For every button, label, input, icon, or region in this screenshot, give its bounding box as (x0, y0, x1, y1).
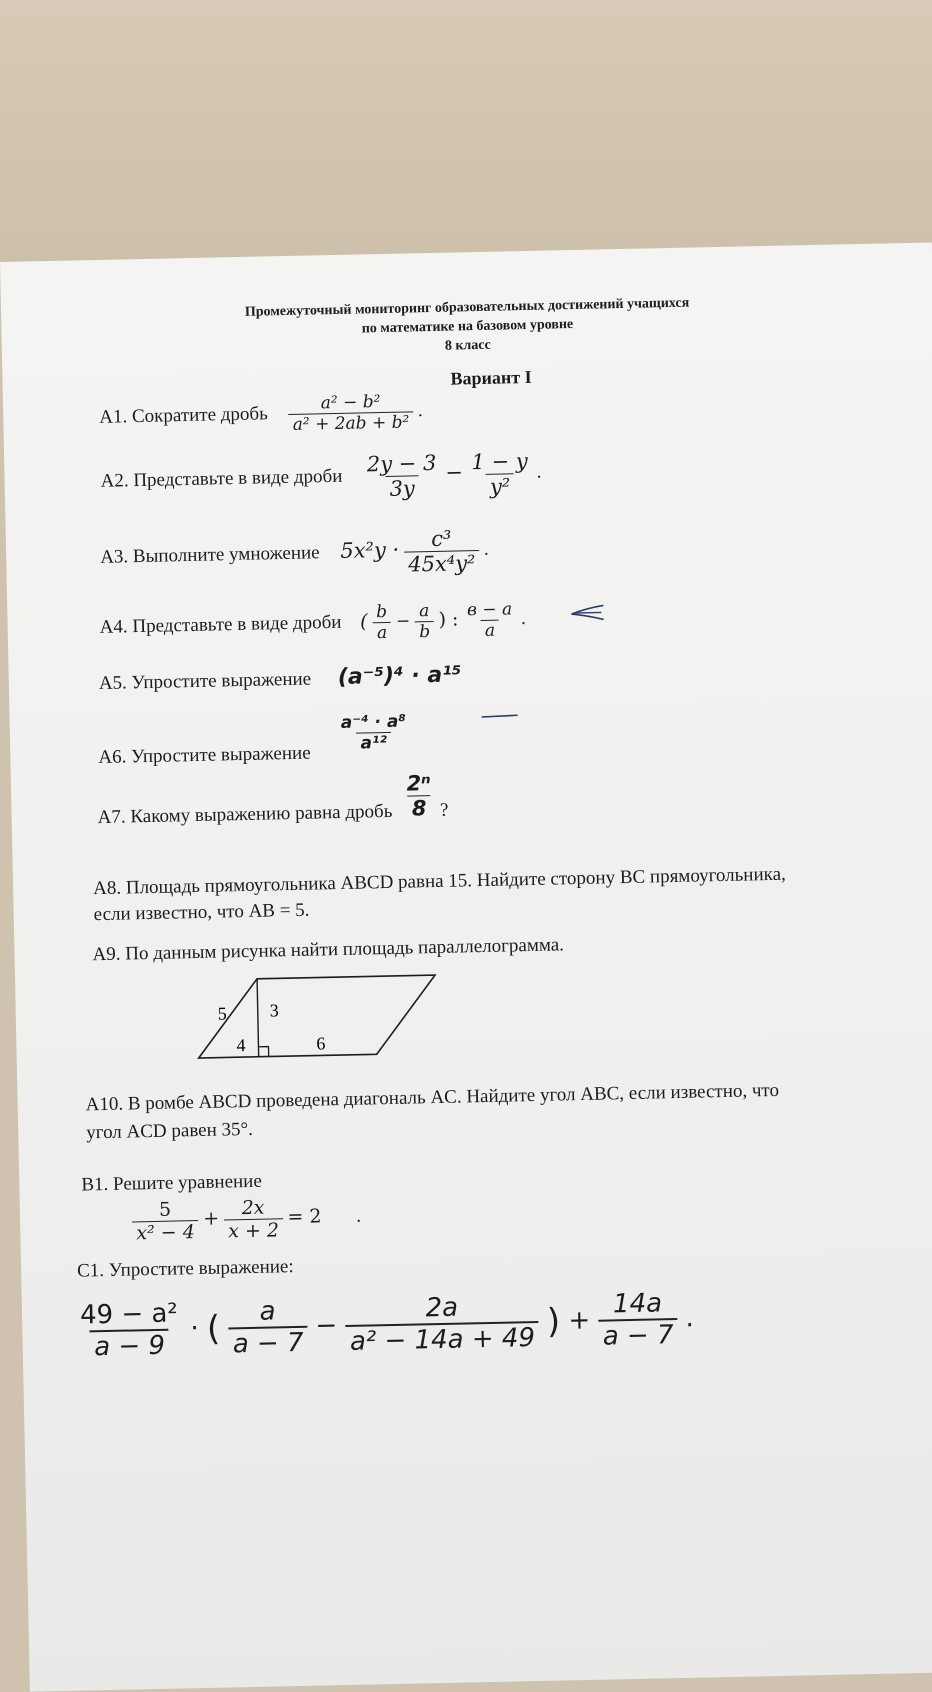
task-a2-fraction-1: $\frac{2y - 3}{3y}$ (366, 450, 437, 501)
task-a3-label: А3. Выполните умножение (99, 542, 320, 568)
task-a2-fraction-2: $\frac{1 - y}{\text{y²}}$ (471, 448, 528, 499)
task-a8-line2: если известно, что AB = 5. (93, 899, 310, 926)
task-a7: А7. Какому выражению равна дробь $\frac{\text{2ⁿ}}{8}$ ? (97, 771, 449, 828)
task-a4-fraction-1: $\frac{b}{a}$ (372, 602, 392, 643)
header-grade: 8 класс (444, 337, 491, 354)
task-a6 (98, 711, 411, 768)
task-a3: А3. Выполните умножение 5x²y · $\frac{\text{c³}}{\text{45x⁴y²}}$ . (99, 526, 489, 577)
task-c1-fraction-3: $\frac{2a}{\text{a² − 14a + 49}}$ (345, 1291, 539, 1357)
task-b1-fraction-1: $\frac{5}{\text{x² − 4}}$ (132, 1198, 199, 1244)
parallelogram-height (257, 979, 259, 1057)
right-angle-mark (258, 1047, 268, 1057)
task-a1: А1. Сократите дробь $\frac{\text{a² − b²}}{\text{a² + 2ab + b²}}$ . (99, 392, 423, 435)
task-a6-fraction: $\frac{\text{a⁻⁴ · a⁸}}{\text{a¹²}}$ (340, 711, 407, 754)
task-a4: А4. Представьте в виде дроби ( $\frac{b}{a}$ − $\frac{a}{b}$ ) : $\frac{в - a}{a}$ . (99, 599, 527, 644)
task-a2: А2. Представьте в виде дроби $\frac{2y - 3}{3y}$ − $\frac{1 - y}{\text{y²}}$ . (100, 448, 542, 501)
label-base-right: 6 (316, 1033, 326, 1054)
task-a7-label: А7. Какому выражению равна дробь (97, 800, 393, 828)
task-a6-label: А6. Упростите выражение (98, 742, 311, 768)
task-b1-label: В1. Решите уравнение (81, 1170, 263, 1196)
task-a8-line1: А8. Площадь прямоугольника ABCD равна 15. Найдите сторону BC прямоугольника, (92, 863, 786, 900)
task-a4-label: А4. Представьте в виде дроби (99, 611, 342, 638)
task-c1-fraction-1: $\frac{\text{49 − a²}}{a - 9}$ (79, 1298, 179, 1363)
pen-mark-a6 (480, 713, 520, 720)
parallelogram-figure (195, 971, 457, 1066)
header-title-line2: по математике на базовом уровне (361, 317, 574, 337)
variant-title: Вариант I (450, 366, 532, 389)
task-c1-fraction-2: $\frac{a}{a - 7}$ (228, 1296, 308, 1360)
task-a3-factor: 5x²y · (340, 537, 400, 563)
task-b1-fraction-2: $\frac{2x}{x + 2}$ (223, 1196, 283, 1242)
task-a5 (99, 662, 462, 695)
worksheet-page (0, 242, 932, 1691)
task-a3-fraction: $\frac{\text{c³}}{\text{45x⁴y²}}$ (403, 526, 479, 577)
label-base-left: 4 (236, 1035, 246, 1056)
pen-mark-a4 (567, 601, 607, 626)
task-a7-fraction: $\frac{\text{2ⁿ}}{8}$ (406, 771, 431, 821)
task-c1-label: С1. Упростите выражение: (76, 1256, 294, 1282)
task-a2-label: А2. Представьте в виде дроби (100, 465, 343, 492)
task-a4-fraction-2: $\frac{a}{b}$ (415, 601, 435, 642)
task-a10-line2: угол ACD равен 35°. (86, 1118, 254, 1144)
task-a5-expression: (a⁻⁵)⁴ · a¹⁵ (337, 662, 462, 691)
task-c1-fraction-4: $\frac{14a}{a - 7}$ (598, 1288, 678, 1352)
task-c1-expression: $\frac{\text{49 − a²}}{a - 9}$ · ( $\frac{a}{a - 7}$ − $\frac{2a}{\text{a² − 14a + 49}}$ ) + $\frac{14a}{a - 7}$ . (76, 1288, 695, 1363)
task-a5-label: А5. Упростите выражение (98, 668, 312, 695)
task-b1-equation: $\frac{5}{\text{x² − 4}}$ + $\frac{2x}{x + 2}$ = 2 . (132, 1195, 362, 1245)
label-height: 3 (269, 1000, 279, 1021)
task-a1-label: А1. Сократите дробь (99, 403, 268, 428)
task-a10-line1: А10. В ромбе ABCD проведена диагональ AC. Найдите угол ABC, если известно, что (85, 1079, 780, 1116)
task-a1-fraction: $\frac{\text{a² − b²}}{\text{a² + 2ab + b²}}$ (288, 391, 413, 435)
label-side: 5 (217, 1003, 227, 1024)
task-a4-fraction-3: $\frac{в - a}{a}$ (466, 599, 513, 641)
header-title-line1: Промежуточный мониторинг образовательных достижений учащихся (244, 295, 690, 320)
task-a9-label: А9. По данным рисунка найти площадь параллелограмма. (92, 934, 565, 966)
